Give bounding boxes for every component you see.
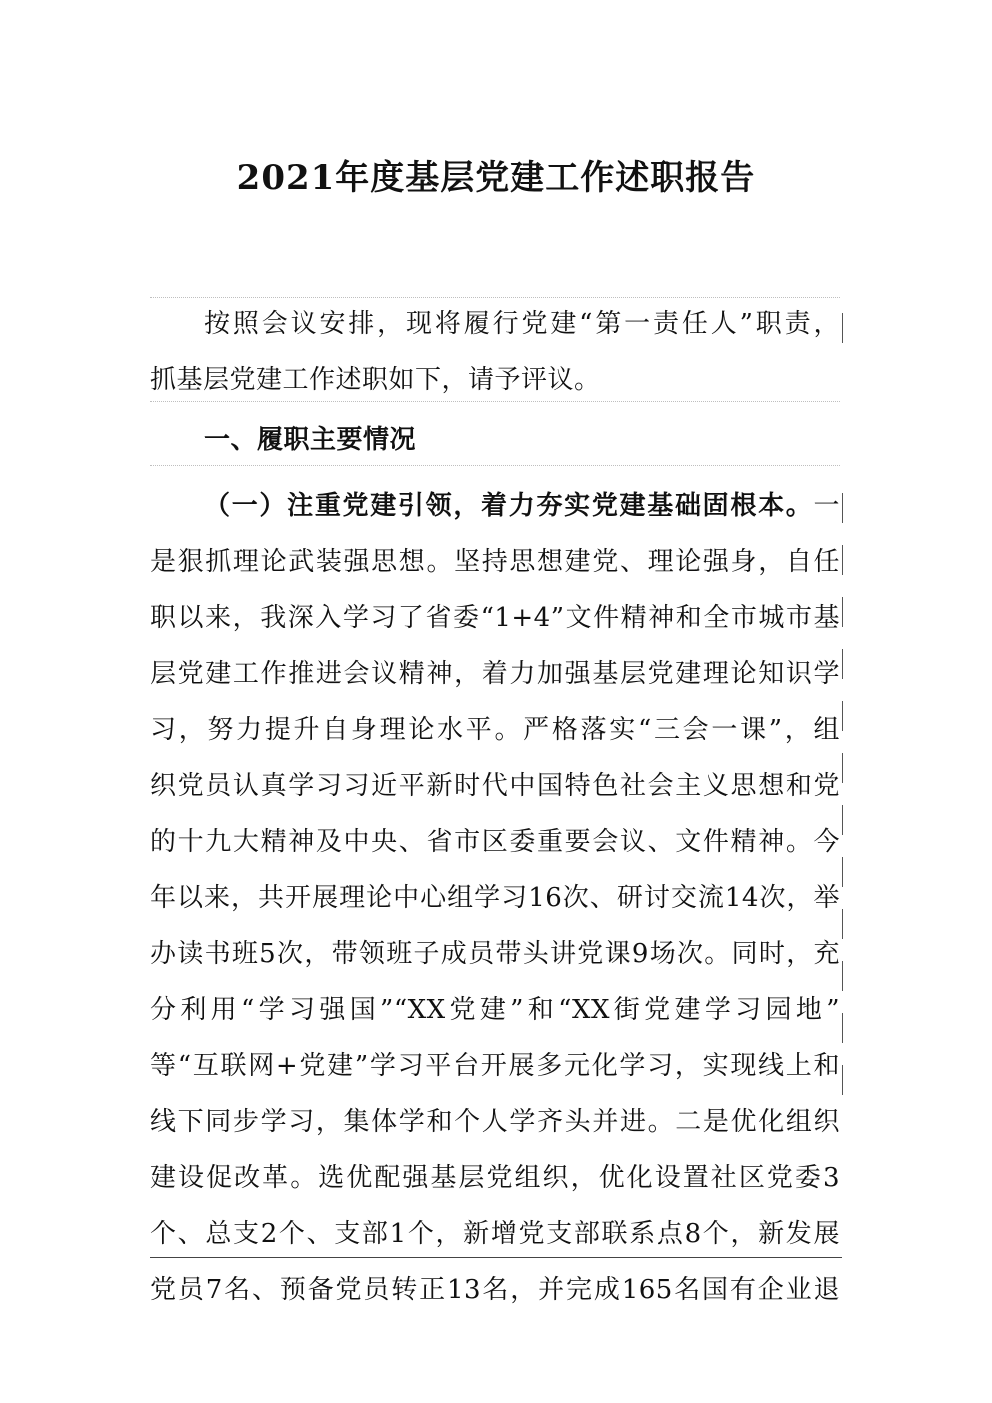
margin-bar bbox=[842, 597, 843, 627]
page-bottom-rule bbox=[150, 1257, 842, 1258]
intro-paragraph bbox=[150, 296, 840, 408]
margin-bar bbox=[842, 909, 843, 939]
document-title: 2021年度基层党建工作述职报告 bbox=[236, 158, 756, 198]
intro-line: 按照会议安排，现将履行党建“第一责任人”职责， bbox=[204, 309, 840, 339]
body-line: 层党建工作推进会议精神，着力加强基层党建理论知识学 bbox=[150, 659, 840, 689]
margin-bar bbox=[842, 805, 843, 835]
body-line: 织党员认真学习习近平新时代中国特色社会主义思想和党 bbox=[150, 771, 840, 801]
body-line: 是狠抓理论武装强思想。坚持思想建党、理论强身，自任 bbox=[150, 547, 840, 577]
body-line: 线下同步学习，集体学和个人学齐头并进。二是优化组织 bbox=[150, 1107, 840, 1137]
body-line: 等“互联网+党建”学习平台开展多元化学习，实现线上和 bbox=[150, 1051, 840, 1081]
body-line: 年以来，共开展理论中心组学习16次、研讨交流14次，举 bbox=[150, 883, 840, 913]
body-line: 个、总支2个、支部1个，新增党支部联系点8个，新发展 bbox=[150, 1219, 840, 1249]
body-line: 职以来，我深入学习了省委“1+4”文件精神和全市城市基 bbox=[150, 603, 840, 633]
margin-bar bbox=[842, 701, 843, 731]
section-heading bbox=[150, 412, 840, 468]
margin-bar bbox=[842, 753, 843, 783]
body-line: 建设促改革。选优配强基层党组织，优化设置社区党委3 bbox=[150, 1163, 840, 1193]
body-line: 党员7名、预备党员转正13名，并完成165名国有企业退 bbox=[150, 1275, 840, 1305]
margin-bar bbox=[842, 1013, 843, 1043]
subsection-heading-line bbox=[150, 478, 840, 534]
margin-bar bbox=[842, 961, 843, 991]
subsection-heading: （一）注重党建引领，着力夯实党建基础固根本。 bbox=[204, 491, 814, 521]
body-line: 办读书班5次，带领班子成员带头讲党课9场次。同时，充 bbox=[150, 939, 840, 969]
margin-bar bbox=[842, 545, 843, 575]
subsection-heading-tail: 一 bbox=[813, 491, 840, 521]
body-line: 习，努力提升自身理论水平。严格落实“三会一课”，组 bbox=[150, 715, 840, 745]
section-heading-text: 一、履职主要情况 bbox=[204, 425, 417, 455]
body-line: 分利用“学习强国”“XX党建”和“XX街党建学习园地” bbox=[150, 995, 840, 1025]
margin-bar bbox=[842, 857, 843, 887]
margin-bar bbox=[842, 313, 843, 343]
margin-bar bbox=[842, 493, 843, 523]
intro-line: 抓基层党建工作述职如下，请予评议。 bbox=[150, 365, 601, 395]
body-paragraph bbox=[150, 478, 840, 1318]
margin-bar bbox=[842, 1065, 843, 1095]
margin-bar bbox=[842, 649, 843, 679]
body-line: 的十九大精神及中央、省市区委重要会议、文件精神。今 bbox=[150, 827, 840, 857]
